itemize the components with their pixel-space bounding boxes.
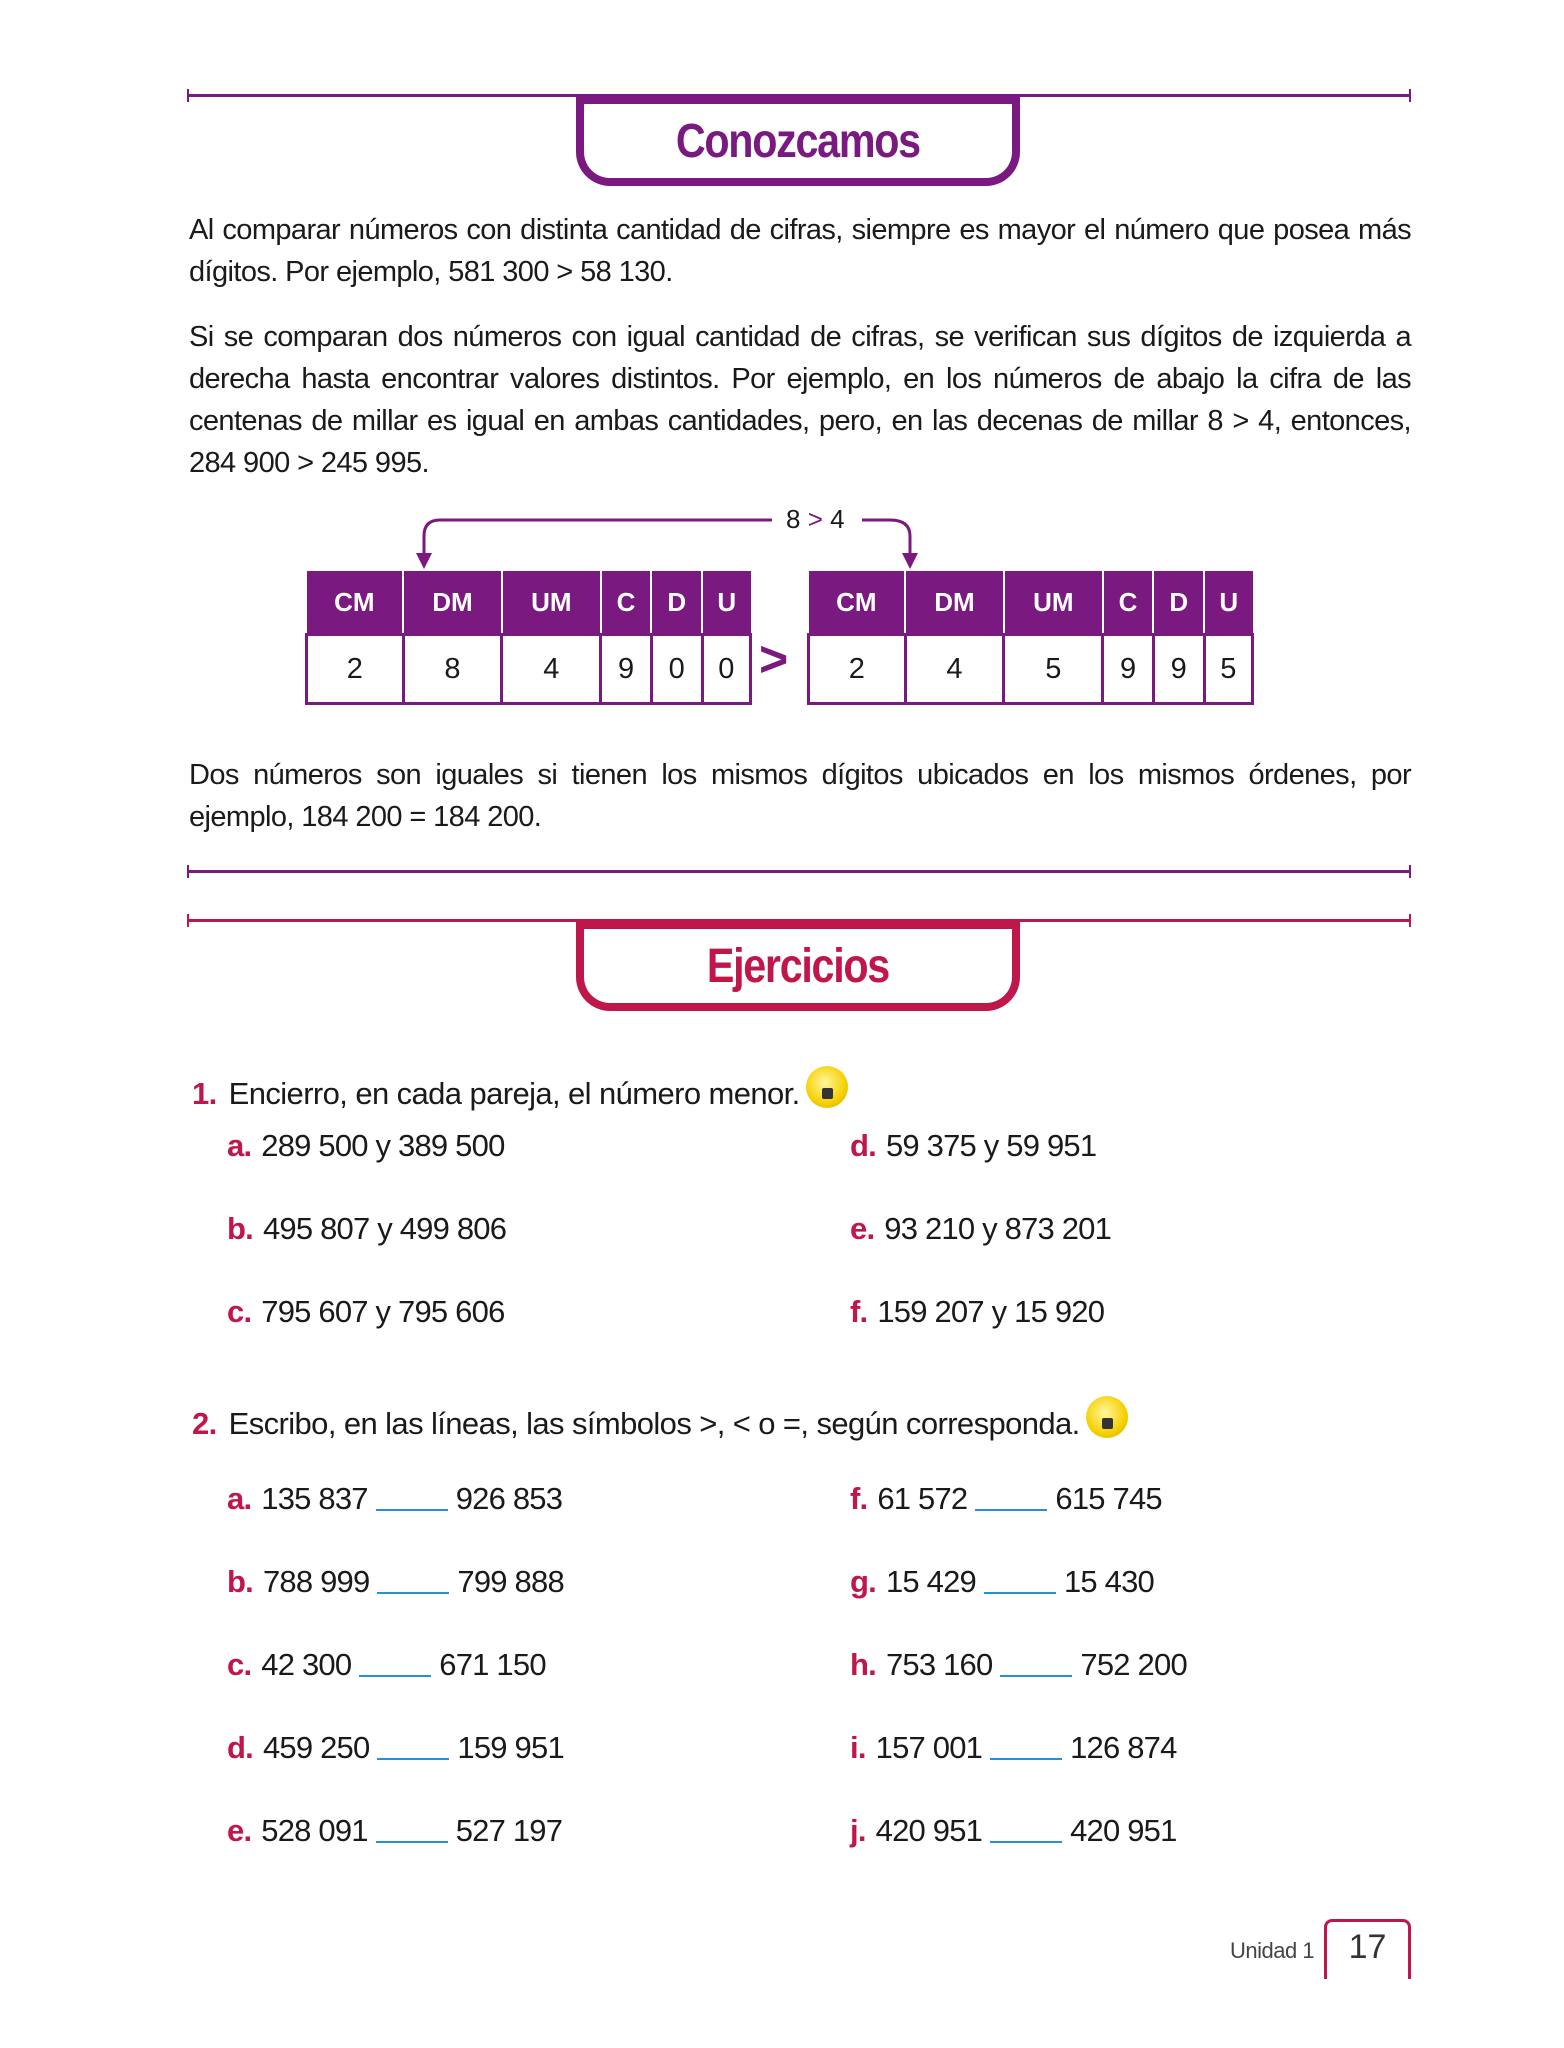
left-number: 61 572 xyxy=(877,1481,968,1516)
list-item xyxy=(850,1813,1177,1849)
ejercicios-header xyxy=(576,919,1020,1011)
header-cm: CM xyxy=(809,571,906,635)
answer-blank[interactable] xyxy=(376,1841,448,1843)
question-2 xyxy=(192,1396,1128,1442)
place-value-table-right xyxy=(807,571,1254,705)
item-letter: g. xyxy=(850,1564,876,1599)
answer-blank[interactable] xyxy=(377,1592,449,1594)
section-title: Conozcamos xyxy=(676,114,920,168)
header-d: D xyxy=(1153,571,1204,635)
left-number: 15 429 xyxy=(885,1564,976,1599)
header-u: U xyxy=(702,571,750,635)
place-value-table-left xyxy=(305,571,752,705)
digit-cell: 9 xyxy=(601,635,652,704)
section-title: Ejercicios xyxy=(706,939,890,993)
page-number-box xyxy=(1324,1919,1411,1979)
question-text: Escribo, en las líneas, las símbolos >, < o =, según corresponda. xyxy=(228,1406,1080,1441)
header-d: D xyxy=(651,571,702,635)
item-letter: e. xyxy=(227,1813,252,1848)
digit-cell: 4 xyxy=(905,635,1004,704)
item-letter: j. xyxy=(850,1813,866,1848)
item-letter: a. xyxy=(227,1128,252,1163)
right-number: 159 951 xyxy=(457,1730,564,1765)
list-item xyxy=(850,1647,1187,1683)
answer-blank[interactable] xyxy=(376,1509,448,1511)
digit-cell: 5 xyxy=(1204,635,1252,704)
digit-cell: 0 xyxy=(651,635,702,704)
paragraph: Si se comparan dos números con igual cantidad de cifras, se verifican sus dígitos de izquierda a derecha hasta encontrar valores distintos. Por ejemplo, en los números de abajo la cifra de las centenas de millar es igual en ambas cantidades, pero, en las decenas de millar 8 > 4, entonces, 284 900 > 245 995. xyxy=(189,321,1411,479)
right-number: 126 874 xyxy=(1070,1730,1177,1765)
digit-cell: 2 xyxy=(307,635,404,704)
header-c: C xyxy=(601,571,652,635)
item-letter: d. xyxy=(850,1128,876,1163)
list-item xyxy=(227,1813,562,1849)
left-number: 157 001 xyxy=(875,1730,983,1765)
lightbulb-icon xyxy=(1086,1396,1128,1438)
item-text[interactable]: 159 207 y 15 920 xyxy=(877,1294,1105,1329)
answer-blank[interactable] xyxy=(990,1841,1062,1843)
list-item xyxy=(227,1564,564,1600)
compare-sign: > xyxy=(759,631,789,687)
item-letter: c. xyxy=(227,1647,252,1682)
header-um: UM xyxy=(1004,571,1103,635)
answer-blank[interactable] xyxy=(975,1509,1047,1511)
header-dm: DM xyxy=(905,571,1004,635)
digit-cell: 5 xyxy=(1004,635,1103,704)
answer-blank[interactable] xyxy=(377,1758,449,1760)
item-letter: f. xyxy=(850,1294,868,1329)
left-number: 788 999 xyxy=(262,1564,370,1599)
question-number: 2. xyxy=(192,1406,217,1441)
digit-cell: 2 xyxy=(809,635,906,704)
digit-label: 8 xyxy=(786,504,801,534)
list-item xyxy=(850,1294,1104,1330)
item-text[interactable]: 495 807 y 499 806 xyxy=(262,1211,507,1246)
item-letter: f. xyxy=(850,1481,868,1516)
paragraph: Dos números son iguales si tienen los mismos dígitos ubicados en los mismos órdenes, por ejemplo, 184 200 = 184 200. xyxy=(189,759,1411,833)
item-letter: a. xyxy=(227,1481,252,1516)
right-number: 420 951 xyxy=(1070,1813,1177,1848)
header-c: C xyxy=(1103,571,1154,635)
list-item xyxy=(850,1730,1177,1766)
header-cm: CM xyxy=(307,571,404,635)
digit-cell: 8 xyxy=(403,635,502,704)
left-number: 528 091 xyxy=(261,1813,368,1848)
header-dm: DM xyxy=(403,571,502,635)
digit-label: 4 xyxy=(830,504,845,534)
list-item xyxy=(227,1128,505,1164)
paragraph: Al comparar números con distinta cantidad de cifras, siempre es mayor el número que posea más dígitos. Por ejemplo, 581 300 > 58 130. xyxy=(189,214,1411,288)
item-text[interactable]: 59 375 y 59 951 xyxy=(885,1128,1097,1163)
lightbulb-icon xyxy=(806,1066,848,1108)
left-number: 420 951 xyxy=(875,1813,983,1848)
left-number: 135 837 xyxy=(261,1481,368,1516)
digit-cell: 9 xyxy=(1103,635,1154,704)
list-item xyxy=(227,1211,506,1247)
answer-blank[interactable] xyxy=(984,1592,1056,1594)
digit-cell: 0 xyxy=(702,635,750,704)
header-um: UM xyxy=(502,571,601,635)
item-text[interactable]: 795 607 y 795 606 xyxy=(261,1294,505,1329)
section-divider xyxy=(187,870,1411,873)
question-number: 1. xyxy=(192,1076,217,1111)
right-number: 926 853 xyxy=(455,1481,563,1516)
question-1 xyxy=(192,1066,848,1112)
right-number: 15 430 xyxy=(1063,1564,1155,1599)
right-number: 752 200 xyxy=(1080,1647,1187,1682)
digit-cell: 4 xyxy=(502,635,601,704)
answer-blank[interactable] xyxy=(990,1758,1062,1760)
item-letter: h. xyxy=(850,1647,876,1682)
list-item xyxy=(227,1481,562,1517)
left-number: 459 250 xyxy=(262,1730,370,1765)
greater-than-sign: > xyxy=(807,504,823,534)
item-letter: i. xyxy=(850,1730,866,1765)
list-item xyxy=(227,1294,505,1330)
item-letter: b. xyxy=(227,1564,253,1599)
item-text[interactable]: 289 500 y 389 500 xyxy=(261,1128,505,1163)
unit-label: Unidad 1 xyxy=(1230,1938,1315,1963)
right-number: 527 197 xyxy=(455,1813,563,1848)
comparison-arrow-icon xyxy=(400,505,940,575)
list-item xyxy=(227,1730,564,1766)
list-item xyxy=(850,1211,1111,1247)
left-number: 42 300 xyxy=(261,1647,352,1682)
item-text[interactable]: 93 210 y 873 201 xyxy=(884,1211,1112,1246)
header-u: U xyxy=(1204,571,1252,635)
list-item xyxy=(850,1481,1162,1517)
answer-blank[interactable] xyxy=(1000,1675,1072,1677)
list-item xyxy=(227,1647,546,1683)
right-number: 671 150 xyxy=(439,1647,546,1682)
item-letter: b. xyxy=(227,1211,253,1246)
item-letter: e. xyxy=(850,1211,875,1246)
arrow-label xyxy=(786,504,845,535)
page-number: 17 xyxy=(1348,1928,1387,1966)
item-letter: c. xyxy=(227,1294,252,1329)
answer-blank[interactable] xyxy=(359,1675,431,1677)
list-item xyxy=(850,1128,1096,1164)
list-item xyxy=(850,1564,1154,1600)
item-letter: d. xyxy=(227,1730,253,1765)
left-number: 753 160 xyxy=(885,1647,993,1682)
digit-cell: 9 xyxy=(1153,635,1204,704)
right-number: 799 888 xyxy=(457,1564,564,1599)
question-text: Encierro, en cada pareja, el número menor. xyxy=(228,1076,800,1111)
conozcamos-header xyxy=(576,94,1020,186)
right-number: 615 745 xyxy=(1055,1481,1162,1516)
